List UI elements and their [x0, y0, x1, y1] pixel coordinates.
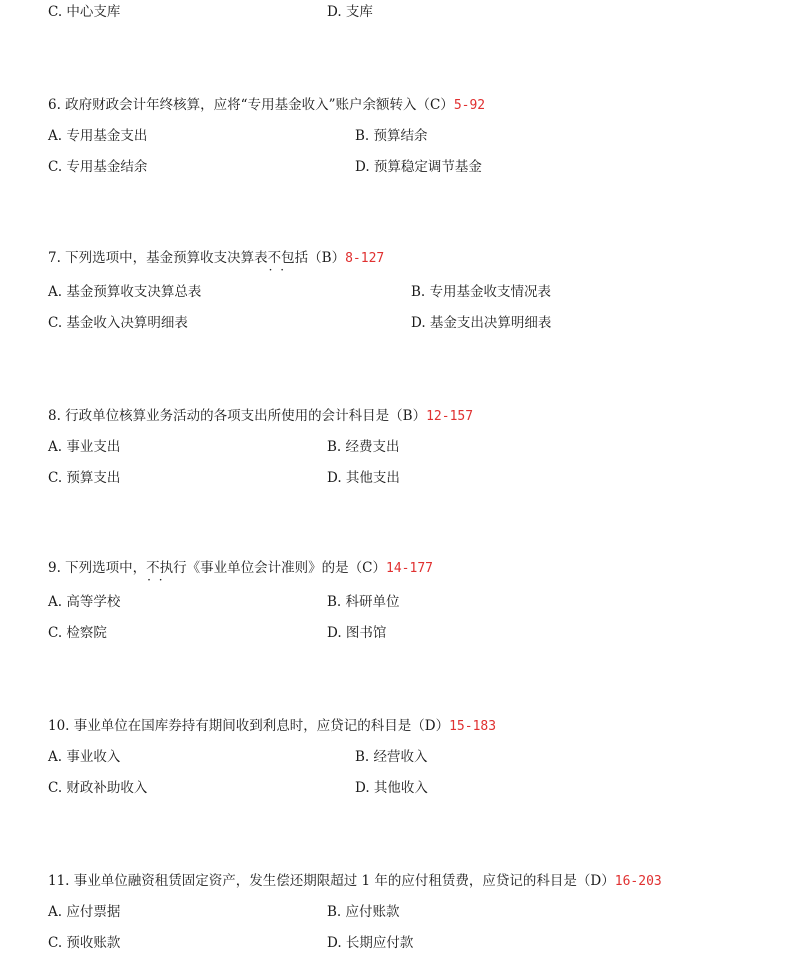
- question-7: [48, 249, 384, 268]
- option-a: A. 应付票据: [48, 904, 121, 920]
- option-d: D. 预算稳定调节基金: [355, 159, 482, 175]
- question-stem-end: （B）: [308, 250, 346, 266]
- question-stem: 9. 下列选项中，: [48, 560, 147, 576]
- option-a: A. 事业收入: [48, 749, 121, 765]
- option-c: C. 预收账款: [48, 935, 121, 951]
- page-ref: 14-177: [386, 561, 433, 576]
- option-a: A. 基金预算收支决算总表: [48, 284, 202, 300]
- question-stem: 11. 事业单位融资租赁固定资产，发生偿还期限超过 1 年的应付租赁费，应贷记的科目是（D）: [48, 873, 615, 889]
- option-b: B. 预算结余: [355, 128, 428, 144]
- option-b: B. 经费支出: [327, 439, 400, 455]
- page-ref: 5-92: [453, 98, 486, 113]
- question-stem: 7. 下列选项中，基金预算收支决算表: [48, 250, 268, 266]
- page-ref: 15-183: [449, 719, 497, 734]
- option-c: C. 财政补助收入: [48, 780, 148, 796]
- question-8: [48, 407, 473, 426]
- option-a: A. 专用基金支出: [48, 128, 148, 144]
- question-stem-end: 《事业单位会计准则》的是（C）: [186, 560, 387, 576]
- option-c: C. 中心支库: [48, 4, 121, 20]
- option-c: C. 基金收入决算明细表: [48, 315, 188, 331]
- option-b: B. 专用基金收支情况表: [411, 284, 552, 300]
- option-c: C. 预算支出: [48, 470, 121, 486]
- option-b: B. 经营收入: [355, 749, 428, 765]
- question-11: [48, 872, 662, 891]
- emphasis-text: 不执行 · ·: [146, 560, 187, 576]
- question-9: [48, 559, 433, 578]
- option-a: A. 事业支出: [48, 439, 121, 455]
- option-d: D. 长期应付款: [327, 935, 414, 951]
- option-d: D. 支库: [327, 4, 373, 20]
- question-stem: 6. 政府财政会计年终核算，应将“专用基金收入”账户余额转入（C）: [48, 97, 454, 113]
- question-10: [48, 717, 496, 736]
- page-ref: 16-203: [614, 874, 662, 889]
- question-stem: 10. 事业单位在国库券持有期间收到利息时，应贷记的科目是（D）: [48, 718, 450, 734]
- option-a: A. 高等学校: [48, 594, 121, 610]
- option-c: C. 专用基金结余: [48, 159, 148, 175]
- question-stem: 8. 行政单位核算业务活动的各项支出所使用的会计科目是（B）: [48, 408, 427, 424]
- option-d: D. 图书馆: [327, 625, 387, 641]
- page-ref: 12-157: [426, 409, 474, 424]
- option-d: D. 基金支出决算明细表: [411, 315, 552, 331]
- option-b: B. 应付账款: [327, 904, 400, 920]
- option-b: B. 科研单位: [327, 594, 400, 610]
- option-d: D. 其他收入: [355, 780, 428, 796]
- question-6: [48, 96, 485, 115]
- option-c: C. 检察院: [48, 625, 107, 641]
- option-d: D. 其他支出: [327, 470, 400, 486]
- page-ref: 8-127: [345, 251, 385, 266]
- emphasis-text: 不包括 · ·: [268, 250, 309, 266]
